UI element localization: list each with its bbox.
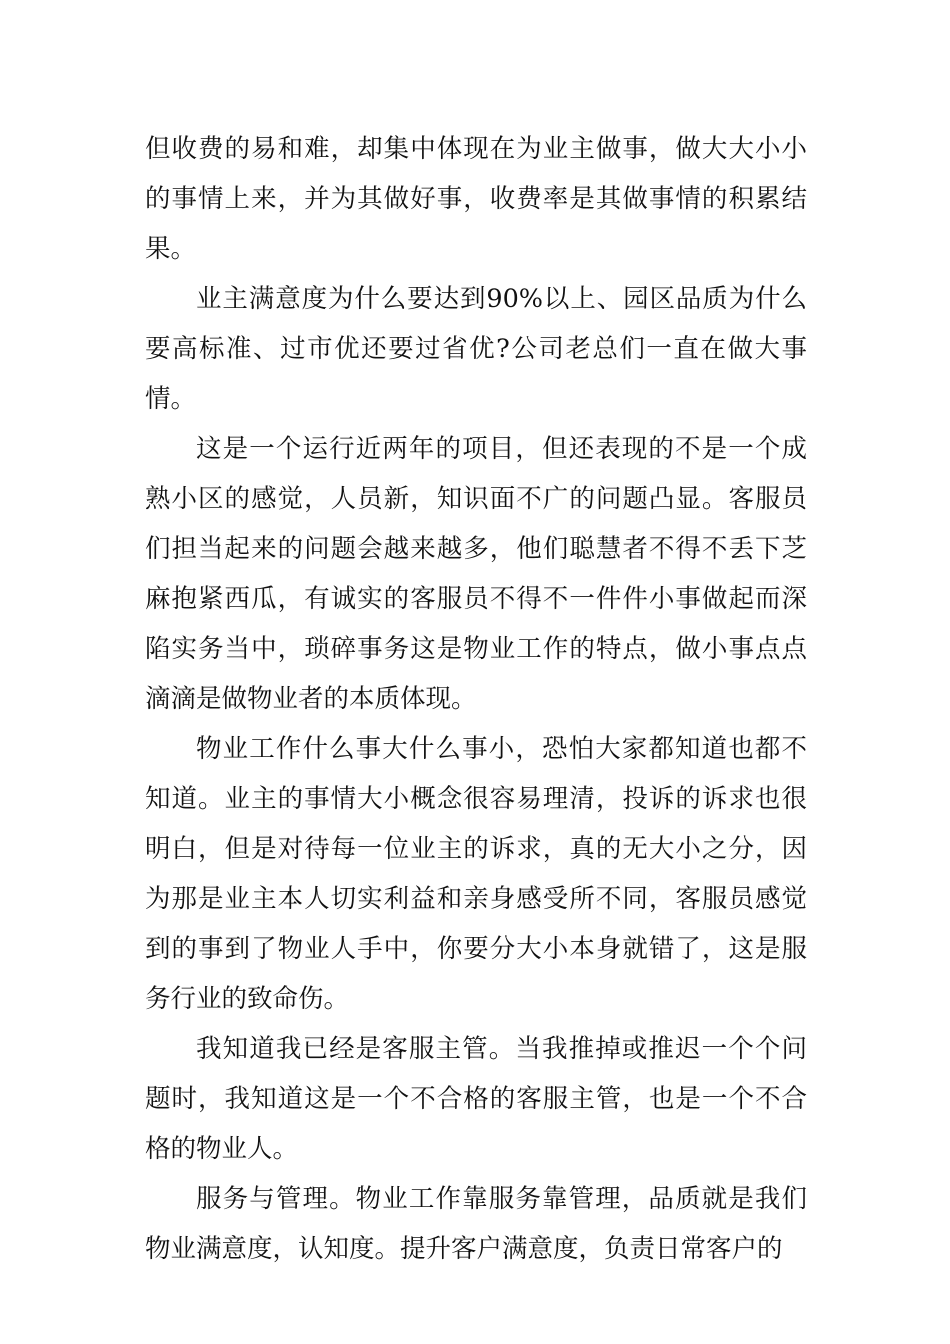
paragraph-5: 我知道我已经是客服主管。当我推掉或推迟一个个问题时，我知道这是一个不合格的客服主管，也是一个不合格的物业人。 (145, 1034, 807, 1164)
paragraph-4: 物业工作什么事大什么事小，恐怕大家都知道也都不知道。业主的事情大小概念很容易理清，投诉的诉求也很明白，但是对待每一位业主的诉求，真的无大小之分，因为那是业主本人切实利益和亲身感受所不同，客服员感觉到的事到了物业人手中，你要分大小本身就错了，这是服务行业的致命伤。 (145, 734, 807, 1014)
paragraph-2: 业主满意度为什么要达到90%以上、园区品质为什么要高标准、过市优还要过省优?公司老总们一直在做大事情。 (145, 284, 807, 414)
paragraph-6: 服务与管理。物业工作靠服务靠管理，品质就是我们物业满意度，认知度。提升客户满意度，负责日常客户的 (145, 1184, 807, 1264)
document-page (145, 124, 807, 1274)
paragraph-1: 但收费的易和难，却集中体现在为业主做事，做大大小小的事情上来，并为其做好事，收费率是其做事情的积累结果。 (145, 134, 807, 264)
paragraph-3: 这是一个运行近两年的项目，但还表现的不是一个成熟小区的感觉，人员新，知识面不广的问题凸显。客服员们担当起来的问题会越来越多，他们聪慧者不得不丢下芝麻抱紧西瓜，有诚实的客服员不得不一件件小事做起而深陷实务当中，琐碎事务这是物业工作的特点，做小事点点滴滴是做物业者的本质体现。 (145, 434, 807, 714)
